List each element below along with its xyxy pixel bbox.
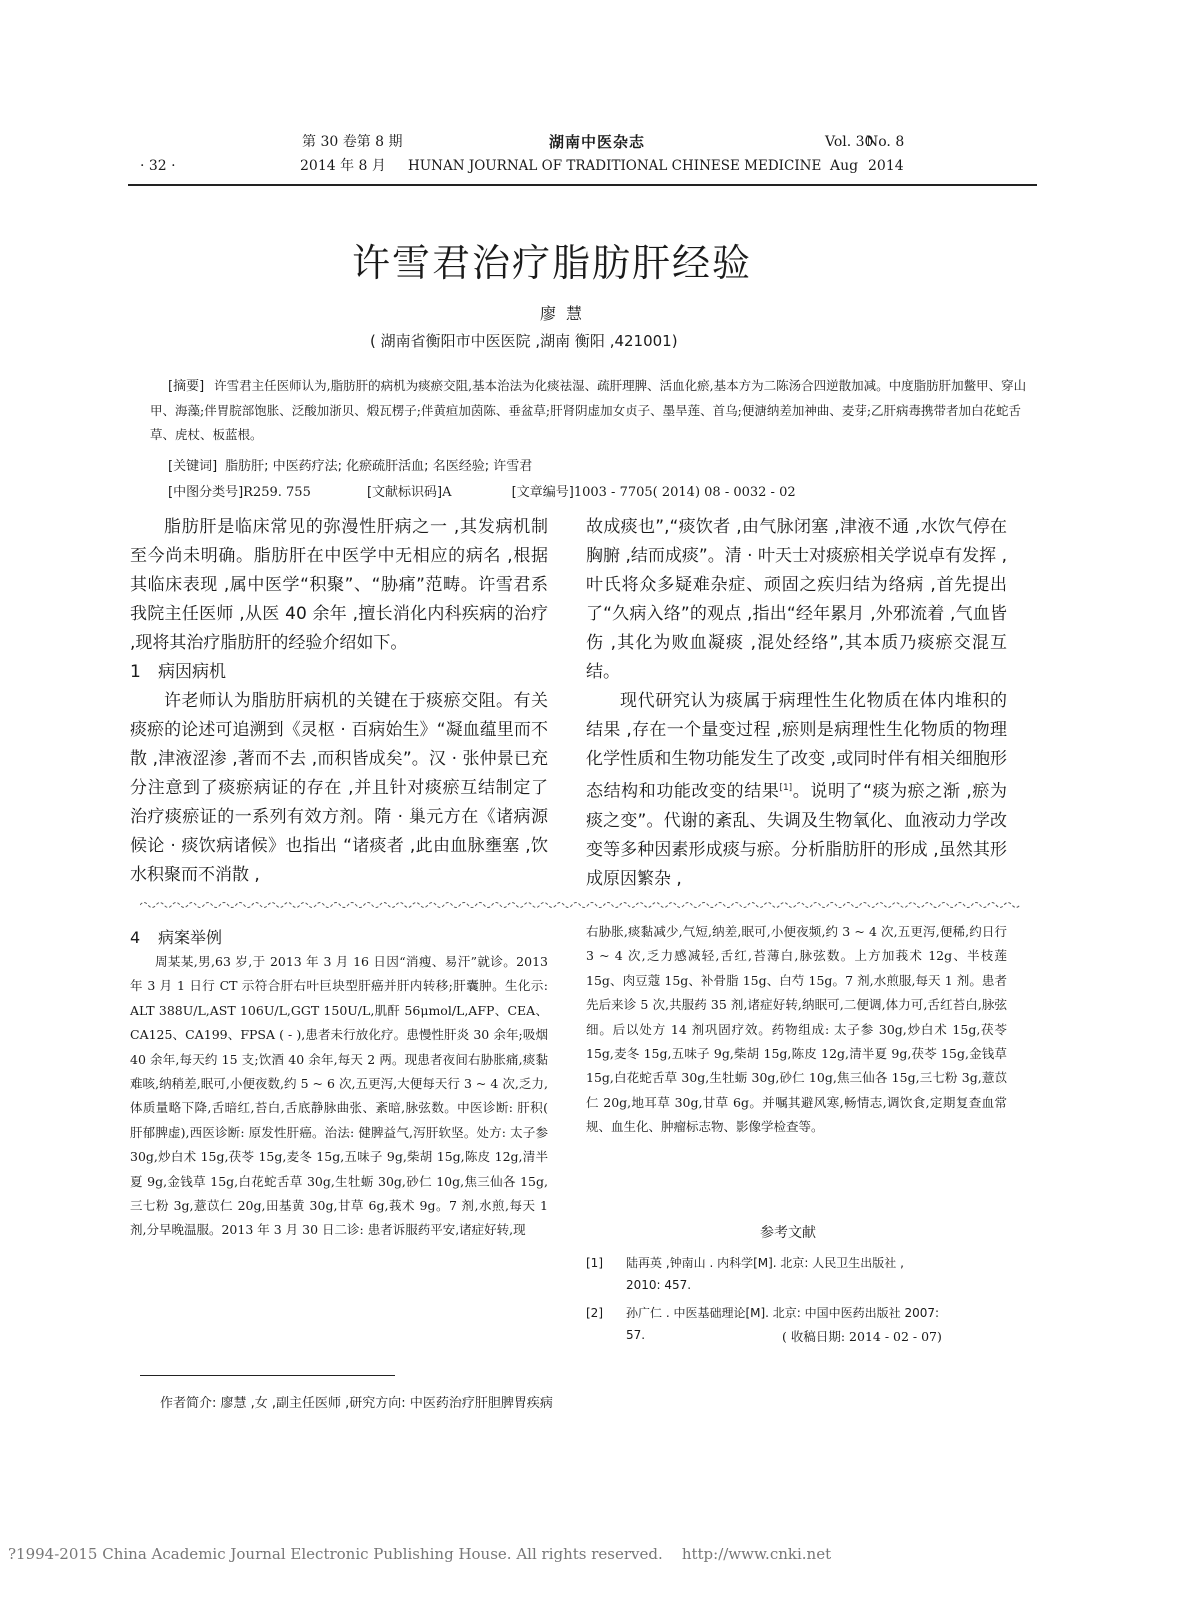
author-affiliation: ( 湖南省衡阳市中医医院 ,湖南 衡阳 ,421001) xyxy=(370,332,678,350)
continued-paragraph: 故成痰也”,“痰饮者 ,由气脉闭塞 ,津液不通 ,水饮气停在胸腑 ,结而成痰”。清 · 叶天士对痰瘀相关学说卓有发挥 ,叶氏将众多疑难杂症、顽固之疾归结为络病 ,首先提出了“久病入络”的观点 ,指出“经年累月 ,外邪流着 ,气血皆伤 ,其化为败血凝痰 ,混处经络”,其本质乃痰瘀交混互结。 xyxy=(586,517,1007,682)
section-number: 1 xyxy=(130,662,141,682)
clc-value: R259. 755 xyxy=(243,485,311,500)
case-left-column xyxy=(130,950,548,1243)
article-title: 许雪君治疗脂肪肝经验 xyxy=(352,241,753,285)
case-section-heading xyxy=(130,925,222,948)
number-en: No. 8 xyxy=(866,134,905,150)
date-cn: 2014 年 8 月 xyxy=(300,158,386,174)
article-number-label: [文章编号] xyxy=(511,485,574,500)
volume-en: Vol. 30 xyxy=(825,134,874,150)
case-left-text: 周某某,男,63 岁,于 2013 年 3 月 16 日因“消瘦、易汗”就诊。2013 年 3 月 1 日行 CT 示符合肝右叶巨块型肝癌并肝内转移;肝囊肿。生化示: ALT 388U/L,AST 106U/L,GGT 150U/L,肌酐 56μmol/L,AFP、CEA、CA125、CA199、FPSA ( - ),患者未行放化疗。患慢性肝炎 30 余年;吸烟 40 余年,每天约 15 支;饮酒 40 余年,每天 2 两。现患者夜间右胁胀痛,痰黏难咳,纳稍差,眠可,小便夜数,约 5 ~ 6 次,五更泻,大便每天行 3 ~ 4 次,乏力,体质量略下降,舌暗红,苔白,舌底静脉曲张、紊暗,脉弦数。中医诊断: 肝积( 肝郁脾虚),西医诊断: 原发性肝癌。治法: 健脾益气,泻肝软坚。处方: 太子参 30g,炒白术 15g,茯苓 15g,麦冬 15g,五味子 9g,柴胡 15g,陈皮 12g,清半夏 9g,金钱草 15g,白花蛇舌草 30g,生牡蛎 30g,砂仁 10g,焦三仙各 15g,三七粉 3g,薏苡仁 20g,田基黄 30g,甘草 6g,莪术 9g。7 剂,水煎,每天 1 剂,分早晚温服。2013 年 3 月 30 日二诊: 患者诉服药平安,诸症好转,现 xyxy=(130,954,548,1238)
section-heading-1 xyxy=(130,658,548,687)
case-section-title: 病案举例 xyxy=(158,928,223,947)
research-text-b: 。说明了“痰为瘀之渐 ,瘀为痰之变”。代谢的紊乱、失调及生物氧化、血液动力学改变等多种因素形成痰与瘀。分析脂肪肝的形成 ,虽然其形成原因繁杂 , xyxy=(586,781,1007,889)
abstract xyxy=(150,374,1030,447)
journal-name-en: HUNAN JOURNAL OF TRADITIONAL CHINESE MEDICINE xyxy=(408,158,822,174)
reference-line: 57. xyxy=(626,1328,646,1342)
section-title: 病因病机 xyxy=(158,662,226,682)
author-name: 廖慧 xyxy=(540,304,593,323)
volume-issue-cn: 第 30 卷第 8 期 xyxy=(302,134,403,150)
copyright-notice: ?1994-2015 China Academic Journal Electronic Publishing House. All rights reserved. http://www.cnki.net xyxy=(8,1545,832,1563)
author-bio: 作者简介: 廖慧 ,女 ,副主任医师 ,研究方向: 中医药治疗肝胆脾胃疾病 xyxy=(160,1396,553,1411)
doc-label: [文献标识码] xyxy=(366,485,443,500)
article-number-value: 1003 - 7705( 2014) 08 - 0032 - 02 xyxy=(573,485,796,500)
footnote-rule xyxy=(140,1375,395,1376)
month-en: Aug xyxy=(830,158,859,174)
body-right-column xyxy=(586,513,1007,894)
keywords-text: 脂肪肝; 中医药疗法; 化瘀疏肝活血; 名医经验; 许雪君 xyxy=(225,459,533,474)
modern-research-paragraph xyxy=(586,687,1007,894)
doc-value: A xyxy=(442,485,452,500)
keywords-label: [关键词] xyxy=(168,459,218,474)
reference-line: 2010: 457. xyxy=(626,1278,692,1292)
abstract-label: [摘要] xyxy=(168,379,205,394)
citation-1[interactable]: [1] xyxy=(779,783,793,793)
year-en: 2014 xyxy=(868,158,904,174)
case-section-number: 4 xyxy=(130,928,141,947)
case-right-text: 右胁胀,痰黏减少,气短,纳差,眠可,小便夜频,约 3 ~ 4 次,五更泻,便稀,约日行 3 ~ 4 次,乏力感减轻,舌红,苔薄白,脉弦数。上方加莪术 12g、半枝莲 15g、肉豆蔻 15g、补骨脂 15g、白芍 15g。7 剂,水煎服,每天 1 剂。患者先后来诊 5 次,共服药 35 剂,诸症好转,纳眠可,二便调,体力可,舌红苔白,脉弦细。后以处方 14 剂巩固疗效。药物组成: 太子参 30g,炒白术 15g,茯苓 15g,麦冬 15g,五味子 9g,柴胡 15g,陈皮 12g,清半夏 9g,茯苓 15g,金钱草 15g,白花蛇舌草 30g,生牡蛎 30g,砂仁 10g,焦三仙各 15g,三七粉 3g,薏苡仁 20g,地耳草 30g,甘草 6g。并嘱其避风寒,畅情志,调饮食,定期复查血常规、血生化、肿瘤标志物、影像学检查等。 xyxy=(586,924,1007,1135)
header-rule xyxy=(128,184,1037,186)
etiology-paragraph: 许老师认为脂肪肝病机的关键在于痰瘀交阻。有关痰瘀的论述可追溯到《灵枢 · 百病始生》“凝血蕴里而不散 ,津液涩渗 ,著而不去 ,而积皆成矣”。汉 · 张仲景已充分注意到了痰瘀病证的存在 ,并且针对痰瘀互结制定了治疗痰瘀证的一系列有效方剂。隋 · 巢元方在《诸病源候论 · 痰饮病诸候》也指出 “诸痰者 ,此由血脉壅塞 ,饮水积聚而不消散 , xyxy=(130,691,548,885)
reference-line: 孙广仁 . 中医基础理论[M]. 北京: 中国中医药出版社 2007: xyxy=(626,1306,940,1320)
reference-line: 陆再英 ,钟南山 . 内科学[M]. 北京: 人民卫生出版社 , xyxy=(626,1256,904,1270)
reference-number: [2] xyxy=(586,1306,603,1320)
keywords xyxy=(168,455,532,474)
intro-paragraph: 脂肪肝是临床常见的弥漫性肝病之一 ,其发病机制至今尚未明确。脂肪肝在中医学中无相应的病名 ,根据其临床表现 ,属中医学“积聚”、“胁痛”范畴。许雪君系我院主任医师 ,从医 40 余年 ,擅长消化内科疾病的治疗 ,现将其治疗脂肪肝的经验介绍如下。 xyxy=(130,517,548,653)
case-right-column xyxy=(586,920,1007,1140)
body-left-column xyxy=(130,513,548,890)
section-break-wavy-line xyxy=(140,900,1020,910)
received-date: ( 收稿日期: 2014 - 02 - 07) xyxy=(782,1329,942,1344)
page-number: · 32 · xyxy=(140,158,176,174)
journal-logo-cn: 湖南中医杂志 xyxy=(549,133,646,151)
reference-item xyxy=(586,1252,1007,1296)
clc-label: [中图分类号] xyxy=(168,485,244,500)
abstract-text: 许雪君主任医师认为,脂肪肝的病机为痰瘀交阻,基本治法为化痰祛湿、疏肝理脾、活血化瘀,基本方为二陈汤合四逆散加减。中度脂肪肝加鳖甲、穿山甲、海藻;伴胃脘部饱胀、泛酸加浙贝、煅瓦楞子;伴黄疸加茵陈、垂盆草;肝肾阴虚加女贞子、墨旱莲、首乌;便溏纳差加神曲、麦芽;乙肝病毒携带者加白花蛇舌草、虎杖、板蓝根。 xyxy=(150,378,1027,442)
references-heading: 参考文献 xyxy=(760,1225,816,1241)
research-text-a: 现代研究认为痰属于病理性生化物质在体内堆积的结果 ,存在一个量变过程 ,瘀则是病理性生化物质的物理化学性质和生物功能发生了改变 ,或同时伴有相关细胞形态结构和功能改变的结果 xyxy=(586,691,1007,802)
classification-line xyxy=(168,481,796,500)
reference-number: [1] xyxy=(586,1256,603,1270)
